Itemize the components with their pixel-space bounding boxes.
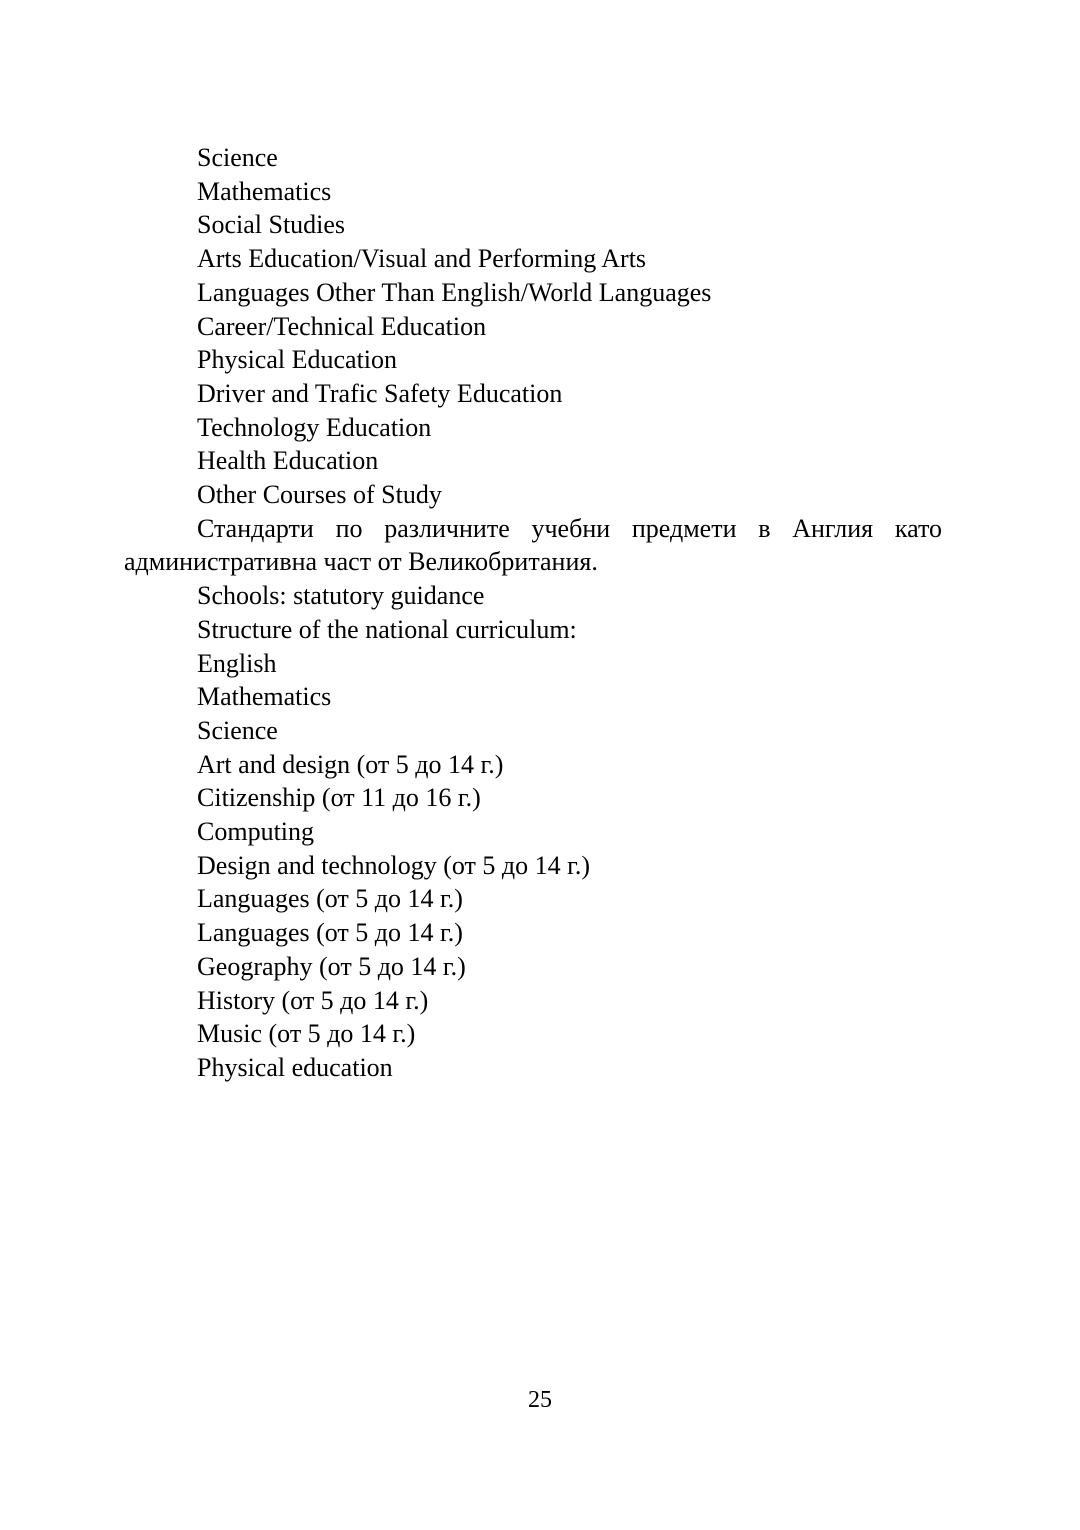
list-item: Languages (от 5 до 14 г.) [197,918,463,948]
list-item: Geography (от 5 до 14 г.) [197,951,466,981]
section-heading: Structure of the national curriculum: [197,614,577,644]
list-item: Other Courses of Study [197,480,442,510]
us-subjects-list [124,141,942,512]
list-item: Physical Education [197,345,398,375]
uk-subjects-list [124,647,942,1085]
page-number: 25 [528,1387,552,1413]
list-item: Design and technology (от 5 до 14 г.) [197,850,591,880]
list-item: Driver and Trafic Safety Education [197,378,563,408]
body-paragraph: Стандарти по различните учебни предмети в Англия като административна част от Великобритания. [124,513,942,577]
list-item: History (от 5 до 14 г.) [197,985,429,1015]
section-heading: Schools: statutory guidance [197,581,485,611]
list-item: Physical education [197,1052,393,1082]
list-item: Health Education [197,446,379,476]
list-item: Citizenship (от 11 до 16 г.) [197,783,481,813]
list-item: Art and design (от 5 до 14 г.) [197,749,504,779]
list-item: Science [197,715,278,745]
list-item: Languages (от 5 до 14 г.) [197,884,463,914]
list-item: Mathematics [197,682,332,712]
list-item: Career/Technical Education [197,311,487,341]
list-item: Science [197,143,278,172]
list-item: Arts Education/Visual and Performing Arts [197,244,647,274]
list-item: Social Studies [197,210,346,240]
list-item: English [197,648,277,678]
list-item: Mathematics [197,176,332,206]
list-item: Technology Education [197,412,432,442]
list-item: Computing [197,817,315,847]
page-content [124,141,942,1085]
list-item: Music (от 5 до 14 г.) [197,1019,416,1049]
list-item: Languages Other Than English/World Languages [197,277,712,307]
